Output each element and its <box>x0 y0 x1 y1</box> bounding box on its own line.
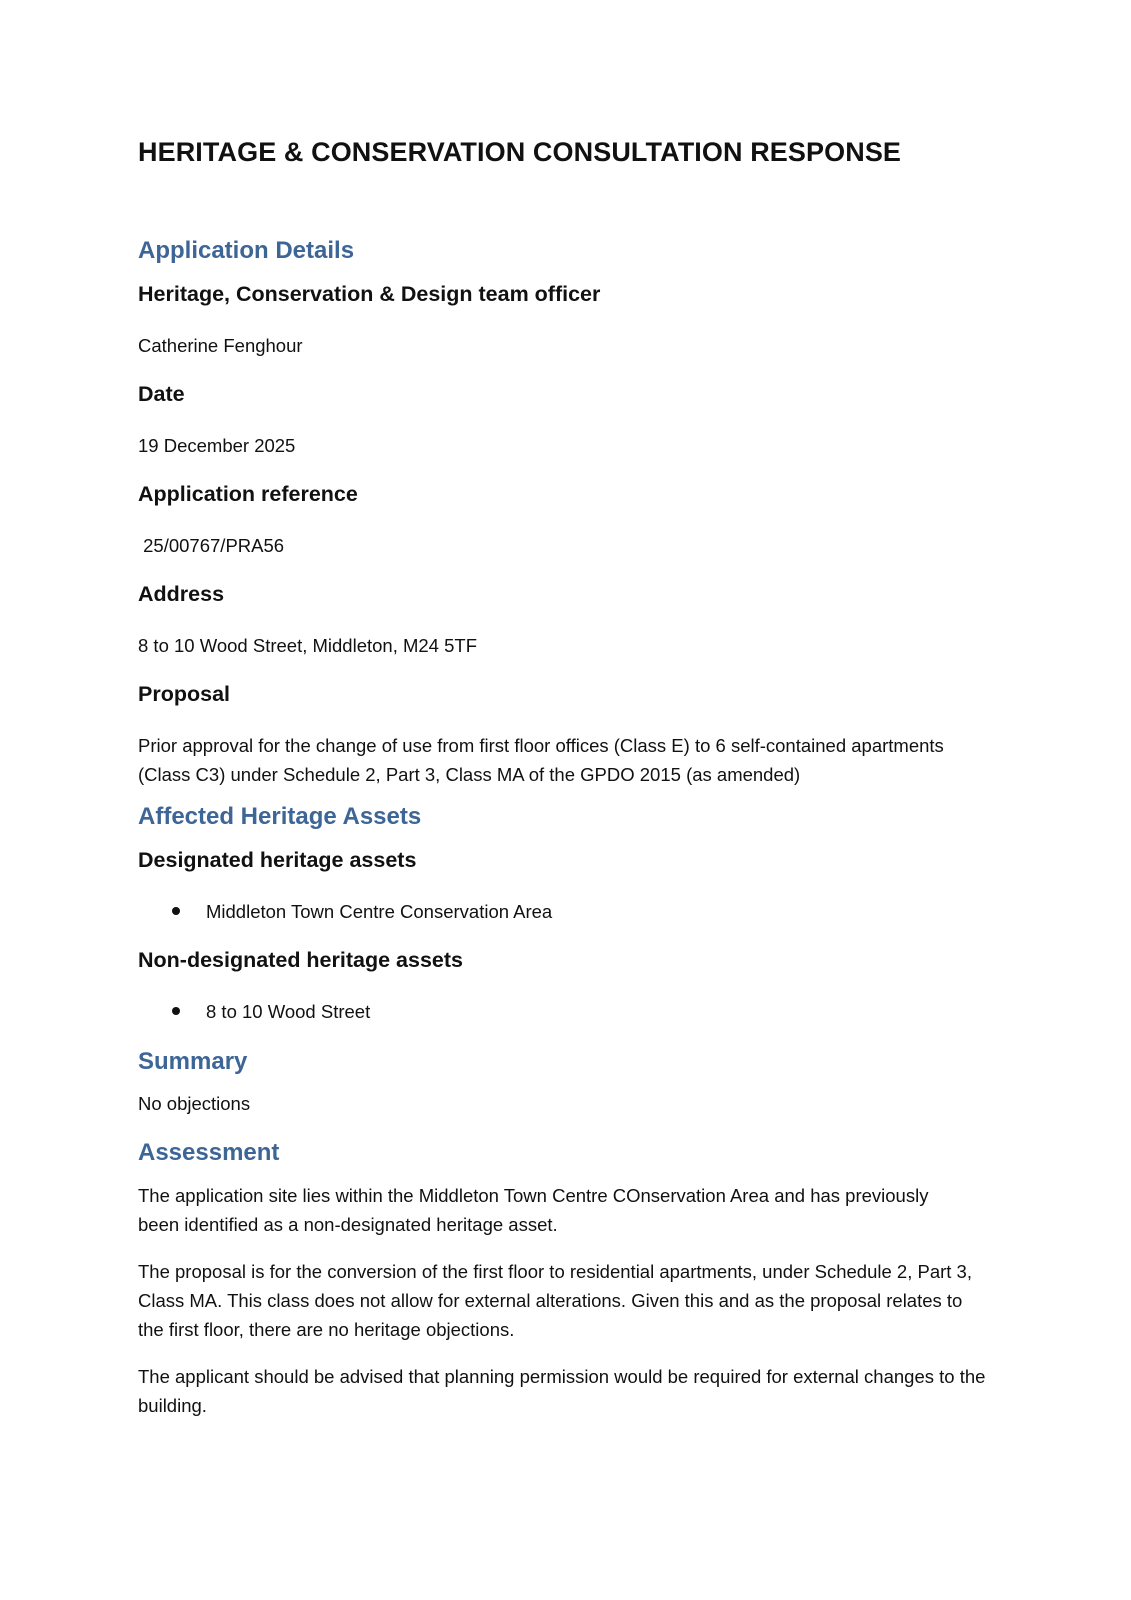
reference-value: 25/00767/PRA56 <box>138 535 285 556</box>
summary-text: No objections <box>138 1093 251 1114</box>
address-value: 8 to 10 Wood Street, Middleton, M24 5TF <box>138 635 477 656</box>
address-label: Address <box>138 582 225 606</box>
assessment-paragraph-1: The application site lies within the Middleton Town Centre COnservation Area and has previously been identified as a non-designated heritage asset. <box>138 1185 929 1235</box>
date-label: Date <box>138 382 185 406</box>
proposal-label: Proposal <box>138 682 230 706</box>
non-designated-asset-item <box>172 997 370 1026</box>
assessment-paragraph-3: The applicant should be advised that planning permission would be required for external changes to the building. <box>138 1366 986 1416</box>
assessment-paragraph-2: The proposal is for the conversion of the first floor to residential apartments, under Schedule 2, Part 3, Class MA. This class does not allow for external alterations. Given this and as the proposal relates to the first floor, there are no heritage objections. <box>138 1261 972 1340</box>
document-title: HERITAGE & CONSERVATION CONSULTATION RESPONSE <box>138 137 902 167</box>
affected-heritage-assets-heading: Affected Heritage Assets <box>138 803 422 830</box>
non-designated-asset-text: 8 to 10 Wood Street <box>206 1001 371 1022</box>
bullet-icon <box>172 907 180 915</box>
non-designated-assets-label: Non-designated heritage assets <box>138 948 463 972</box>
designated-asset-item <box>172 897 552 926</box>
designated-assets-label: Designated heritage assets <box>138 848 417 872</box>
proposal-value: Prior approval for the change of use from first floor offices (Class E) to 6 self-contained apartments (Class C3) under Schedule 2, Part 3, Class MA of the GPDO 2015 (as amended) <box>138 735 944 785</box>
officer-value: Catherine Fenghour <box>138 335 303 356</box>
officer-label: Heritage, Conservation & Design team officer <box>138 282 601 306</box>
reference-label: Application reference <box>138 482 358 506</box>
application-details-heading: Application Details <box>138 237 355 264</box>
designated-asset-text: Middleton Town Centre Conservation Area <box>206 901 553 922</box>
bullet-icon <box>172 1007 180 1015</box>
summary-heading: Summary <box>138 1048 248 1075</box>
date-value: 19 December 2025 <box>138 435 296 456</box>
assessment-heading: Assessment <box>138 1139 280 1166</box>
